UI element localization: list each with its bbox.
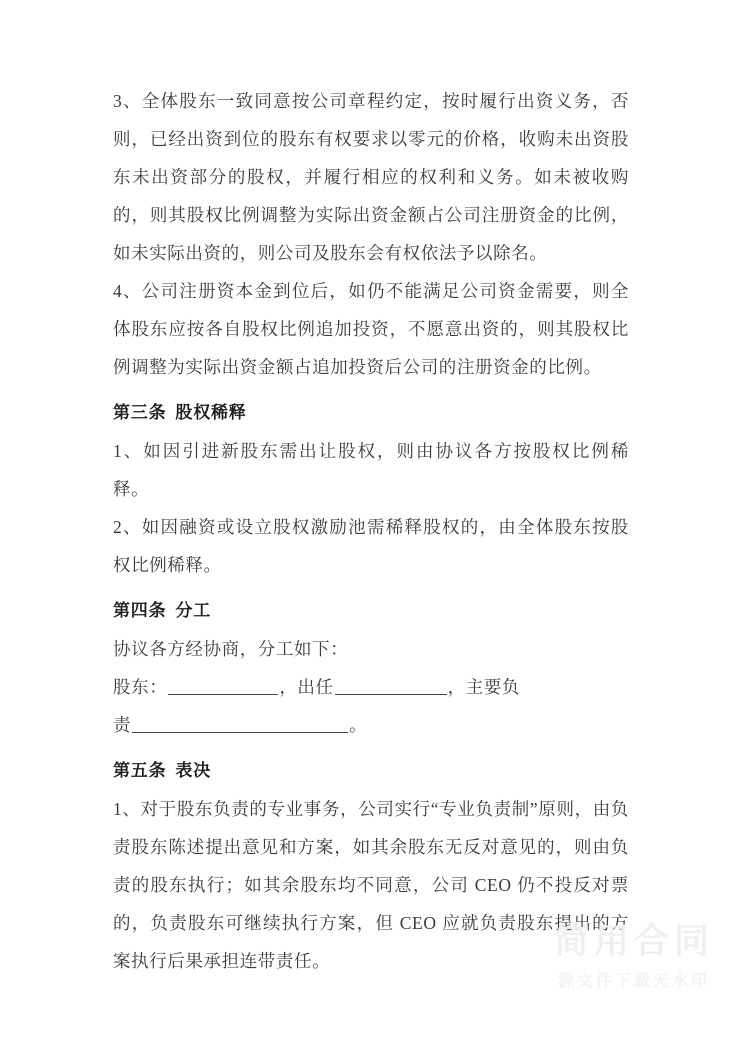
assignment-separator-1: ，出任 (279, 677, 334, 697)
clause-2-item-3: 3、全体股东一致同意按公司章程约定，按时履行出资义务，否则，已经出资到位的股东有权要求以零元的价格，收购未出资股东未出资部分的股权，并履行相应的权利和义务。如未被收购的，则其股权比例调整为实际出资金额占公司注册资金的比例，如未实际出资的，则公司及股东会有权依法予以除名。 (113, 91, 629, 263)
watermark-brand-text: 简用合同 (553, 922, 714, 962)
clause-4-heading (113, 584, 629, 630)
clause-2-item-4: 4、公司注册资本金到位后，如仍不能满足公司资金需要，则全体股东应按各自股权比例追加投资，不愿意出资的，则其股权比例调整为实际出资金额占追加投资后公司的注册资金的比例。 (113, 281, 629, 377)
clause-4-title: 分工 (175, 601, 212, 620)
clause-3-item-2: 2、如因融资或设立股权激励池需稀释股权的，由全体股东按股权比例稀释。 (113, 517, 629, 575)
responsibility-blank[interactable] (132, 715, 348, 733)
clause-5-item-1: 1、对于股东负责的专业事务，公司实行“专业负责制”原则，由负责股东陈述提出意见和方案，如其余股东无反对意见的，则由负责的股东执行；如其余股东均不同意，公司 CEO 仍不投反对票的，负责股东可继续执行方案，但 CEO 应就负责股东提出的方案执行后果承担连带责任。 (113, 799, 629, 971)
document-content (113, 82, 629, 980)
clause-4-number: 第四条 (113, 601, 167, 620)
clause-4-assignment-line-2 (113, 706, 629, 744)
clause-5-title: 表决 (175, 761, 212, 780)
assignment-end-punct: 。 (349, 715, 368, 735)
assignment-separator-2: ，主要负 (447, 677, 521, 697)
clause-3-heading (113, 386, 629, 432)
responsibility-label: 责 (113, 715, 132, 735)
position-blank[interactable] (335, 677, 447, 695)
clause-4-intro: 协议各方经协商，分工如下： (113, 639, 349, 659)
clause-4-assignment-line-1 (113, 668, 629, 706)
clause-5-number: 第五条 (113, 761, 167, 780)
clause-5-heading (113, 744, 629, 790)
watermark-subtitle-text: 源文件下载无水印 (557, 973, 710, 990)
clause-3-item-1: 1、如因引进新股东需出让股权，则由协议各方按股权比例稀释。 (113, 441, 629, 499)
clause-3-number: 第三条 (113, 403, 167, 422)
clause-3-title: 股权稀释 (175, 403, 247, 422)
shareholder-label: 股东： (113, 677, 168, 697)
shareholder-name-blank[interactable] (168, 677, 278, 695)
